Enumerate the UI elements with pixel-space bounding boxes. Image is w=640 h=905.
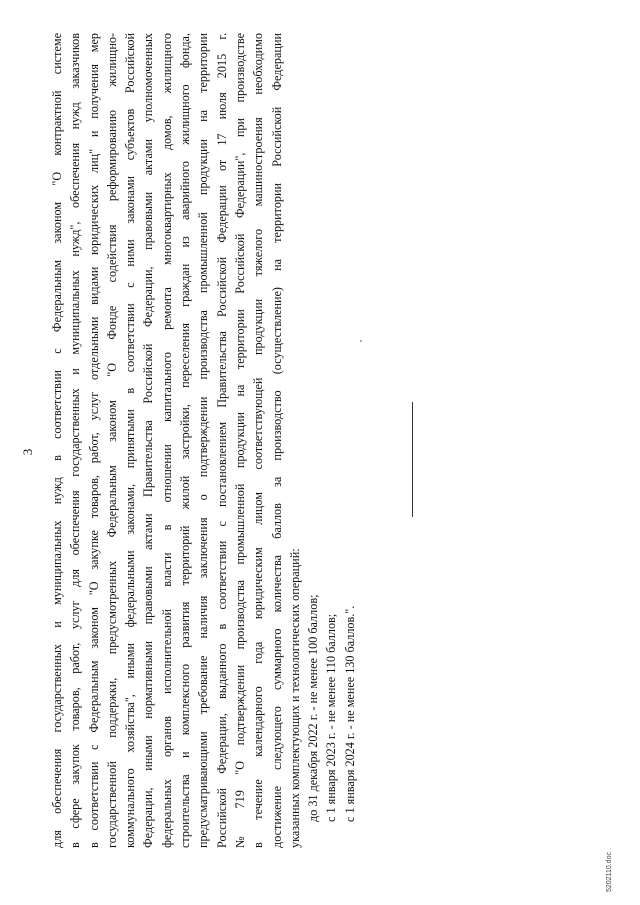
text-line: указанных комплектующих и технологических операций: (287, 548, 302, 848)
end-separator-line (412, 402, 413, 517)
list-item: с 1 января 2023 г. - не менее 110 баллов; (324, 613, 339, 822)
rotated-page-content (20, 12, 620, 892)
text-line: для обеспечения государственных и муниципальных нужд в соответствии с Федеральным законом "О контрактной системе (50, 33, 64, 848)
text-line: в течение календарного года юридическим лицом соответствующей продукции тяжелого машиностроения необходимо (251, 33, 266, 848)
text-line: строительства и комплексного развития территорий жилой застройки, переселения граждан из аварийного жилищного фонда, (178, 33, 193, 848)
text-line: № 719 "О подтверждении производства промышленной продукции на территории Российской Федерации", при производстве (232, 33, 247, 848)
text-line: достижение следующего суммарного количества баллов за производство (осуществление) на территории Российской Федерации (269, 33, 284, 848)
text-line: предусматривающими требование наличия заключения о подтверждении производства промышленной продукции на территории (196, 33, 211, 848)
list-item: до 31 декабря 2022 г. - не менее 100 баллов; (306, 594, 321, 822)
page-number: 3 (20, 448, 35, 456)
text-line: государственной поддержки, предусмотренных Федеральным законом "О Фонде содействия реформированию жилищно- (104, 33, 119, 848)
text-line: Российской Федерации, выданного в соответствии с постановлением Правительства Российской Федерации от 17 июля 2015 г. (214, 33, 229, 848)
text-line: коммунального хозяйства", иными федеральными законами, принятыми в соответствии с ними законами субъектов Российской (123, 33, 138, 848)
text-line: Федерации, иными нормативными правовыми актами Правительства Российской Федерации, правовыми актами уполномоченных (141, 33, 156, 848)
text-line: в соответствии с Федеральным законом "О закупке товаров, работ, услуг отдельными видами юридических лиц" и получения мер (86, 33, 101, 848)
document-id: 5202110.doc (606, 852, 613, 892)
text-line: в сфере закупок товаров, работ, услуг для обеспечения государственных и муниципальных нужд", обеспечения нужд заказчиков (68, 33, 83, 848)
text-line: федеральных органов исполнительной власти в отношении капитального ремонта многоквартирных домов, жилищного (159, 33, 174, 848)
list-item: с 1 января 2024 г. - не менее 130 баллов.". (342, 605, 357, 822)
body-text (48, 33, 359, 848)
